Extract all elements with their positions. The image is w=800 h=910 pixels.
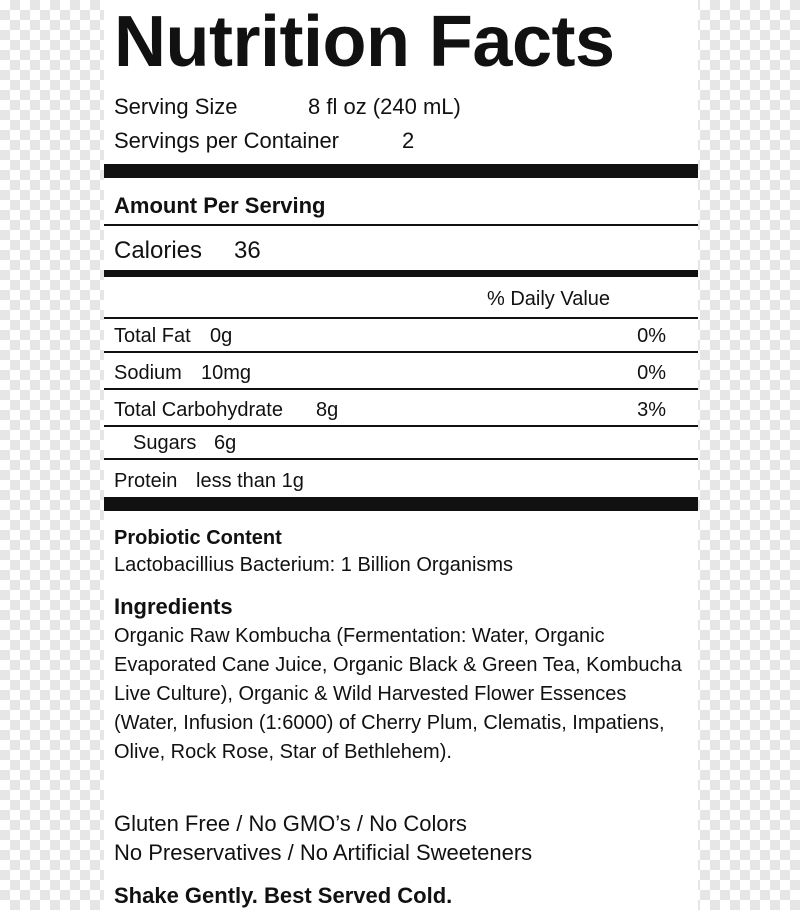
nutrient-amount-total-fat: 0g bbox=[210, 325, 233, 347]
nutrition-label bbox=[104, 0, 698, 910]
label-title: Nutrition Facts bbox=[114, 2, 615, 82]
daily-value-header: % Daily Value bbox=[487, 288, 611, 310]
probiotic-text: Lactobacillius Bacterium: 1 Billion Organisms bbox=[114, 554, 514, 576]
nutrient-name-sugars: Sugars bbox=[133, 432, 197, 454]
divider bbox=[104, 425, 698, 427]
ingredients-heading: Ingredients bbox=[114, 594, 233, 619]
claim-line: Gluten Free / No GMO’s / No Colors bbox=[114, 811, 467, 836]
nutrient-dv-total-carbohydrate: 3% bbox=[637, 399, 666, 421]
divider bbox=[104, 458, 698, 460]
claim-line: No Preservatives / No Artificial Sweeteners bbox=[114, 840, 533, 865]
serving-instructions: Shake Gently. Best Served Cold. bbox=[114, 883, 453, 908]
serving-size-value: 8 fl oz (240 mL) bbox=[308, 94, 461, 119]
calories-value: 36 bbox=[234, 237, 261, 264]
divider bbox=[104, 317, 698, 319]
nutrient-name-protein: Protein bbox=[114, 470, 178, 492]
nutrient-amount-sugars: 6g bbox=[214, 432, 237, 454]
thick-divider bbox=[104, 164, 698, 178]
nutrient-dv-sodium: 0% bbox=[637, 362, 666, 384]
nutrient-name-total-carbohydrate: Total Carbohydrate bbox=[114, 399, 283, 421]
probiotic-heading: Probiotic Content bbox=[114, 527, 282, 549]
amount-per-serving-heading: Amount Per Serving bbox=[114, 193, 326, 218]
divider bbox=[104, 351, 698, 353]
nutrient-name-total-fat: Total Fat bbox=[114, 325, 191, 347]
servings-per-container-label: Servings per Container bbox=[114, 128, 340, 153]
ingredients-text: Organic Raw Kombucha (Fermentation: Water, Organic Evaporated Cane Juice, Organic Black & Green Tea, Kombucha Live Culture), Organic & Wild Harvested Flower Essences (Water, Infusion (1:6000) of Cherry Plum, Clematis, Impatiens, Olive, Rock Rose, Star of Bethlehem). bbox=[114, 625, 682, 763]
nutrient-name-sodium: Sodium bbox=[114, 362, 182, 384]
nutrient-amount-sodium: 10mg bbox=[201, 362, 252, 384]
serving-size-label: Serving Size bbox=[114, 94, 238, 119]
servings-per-container-value: 2 bbox=[402, 128, 415, 153]
divider bbox=[104, 388, 698, 390]
thick-divider bbox=[104, 497, 698, 511]
medium-divider bbox=[104, 270, 698, 277]
calories-label: Calories bbox=[114, 237, 203, 264]
nutrient-amount-total-carbohydrate: 8g bbox=[316, 399, 339, 421]
nutrient-amount-protein: less than 1g bbox=[196, 470, 304, 492]
divider bbox=[104, 224, 698, 226]
nutrient-dv-total-fat: 0% bbox=[637, 325, 666, 347]
